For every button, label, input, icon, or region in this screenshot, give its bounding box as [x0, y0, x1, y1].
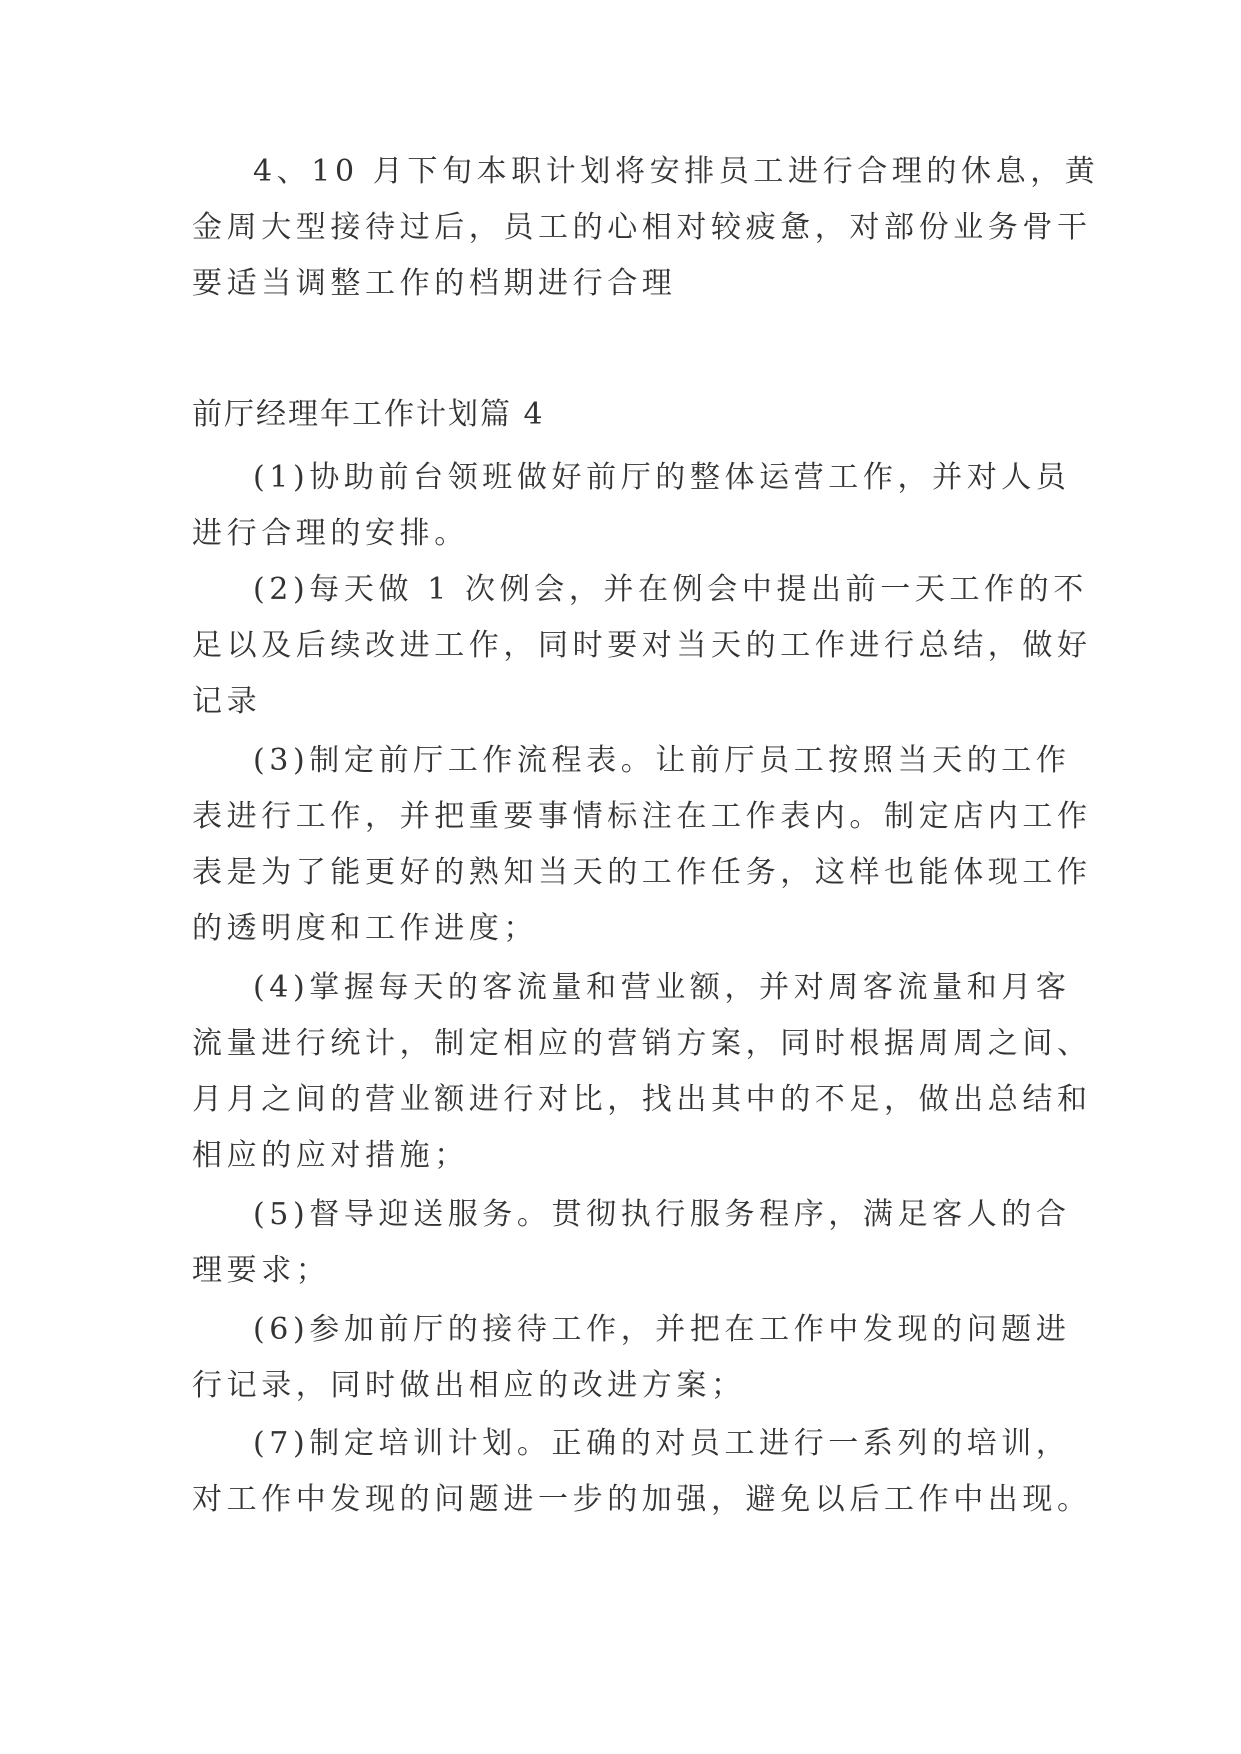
item-3-line-1: (3)制定前厅工作流程表。让前厅员工按照当天的工作 — [253, 743, 1071, 778]
item-4-line-2: 流量进行统计，制定相应的营销方案，同时根据周周之间、 — [192, 1026, 1092, 1061]
item-4-line-3: 月月之间的营业额进行对比，找出其中的不足，做出总结和 — [192, 1082, 1092, 1117]
item-7-line-2: 对工作中发现的问题进一步的加强，避免以后工作中出现。 — [192, 1482, 1092, 1517]
item-3-line-3: 表是为了能更好的熟知当天的工作任务，这样也能体现工作 — [192, 855, 1092, 890]
item-1-line-1: (1)协助前台领班做好前厅的整体运营工作，并对人员 — [253, 460, 1071, 495]
intro-line-3: 要适当调整工作的档期进行合理 — [192, 266, 677, 301]
item-2-line-2: 足以及后续改进工作，同时要对当天的工作进行总结，做好 — [192, 628, 1092, 663]
item-1-line-2: 进行合理的安排。 — [192, 516, 469, 551]
item-6-line-2: 行记录，同时做出相应的改进方案； — [192, 1368, 746, 1403]
item-5-line-1: (5)督导迎送服务。贯彻执行服务程序，满足客人的合 — [253, 1197, 1071, 1232]
item-3-line-2: 表进行工作，并把重要事情标注在工作表内。制定店内工作 — [192, 799, 1092, 834]
item-4-line-1: (4)掌握每天的客流量和营业额，并对周客流量和月客 — [253, 970, 1071, 1005]
intro-line-2: 金周大型接待过后，员工的心相对较疲惫，对部份业务骨干 — [192, 210, 1092, 245]
item-7-line-1: (7)制定培训计划。正确的对员工进行一系列的培训， — [253, 1426, 1071, 1461]
item-2-line-3: 记录 — [192, 684, 262, 719]
section-heading: 前厅经理年工作计划篇 4 — [192, 397, 545, 432]
item-6-line-1: (6)参加前厅的接待工作，并把在工作中发现的问题进 — [253, 1312, 1071, 1347]
item-4-line-4: 相应的应对措施； — [192, 1138, 469, 1173]
item-3-line-4: 的透明度和工作进度； — [192, 911, 538, 946]
intro-line-1: 4、10 月下旬本职计划将安排员工进行合理的休息，黄 — [253, 154, 1100, 189]
item-2-line-1: (2)每天做 1 次例会，并在例会中提出前一天工作的不 — [253, 572, 1088, 607]
item-5-line-2: 理要求； — [192, 1253, 331, 1288]
